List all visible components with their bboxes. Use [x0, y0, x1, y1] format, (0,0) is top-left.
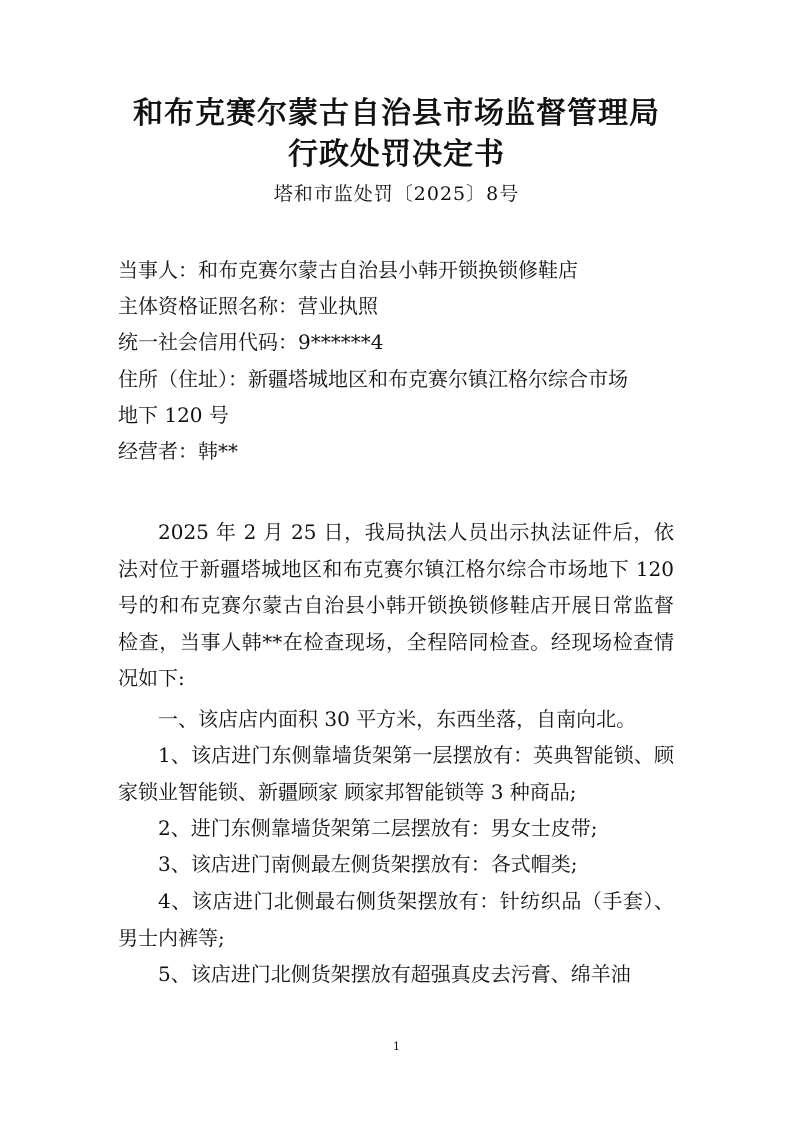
document-number: 塔和市监处罚〔2025〕8号	[273, 183, 520, 205]
party-credit-code: 统一社会信用代码：9******4	[118, 330, 384, 354]
party-license-type: 主体资格证照名称：营业执照	[118, 294, 378, 318]
inspection-item-5: 5、该店进门北侧货架摆放有超强真皮去污膏、绵羊油	[158, 962, 631, 986]
party-name: 当事人：和布克赛尔蒙古自治县小韩开锁换锁修鞋店	[118, 258, 578, 282]
inspection-item-2: 2、进门东侧靠墙货架第二层摆放有：男女士皮带;	[158, 816, 598, 840]
party-address-line2: 地下 120 号	[118, 403, 229, 427]
document-title-line1: 和布克赛尔蒙古自治县市场监督管理局	[133, 96, 660, 131]
document-title-line2: 行政处罚决定书	[288, 137, 505, 172]
party-address-line1: 住所（住址）：新疆塔城地区和布克赛尔镇江格尔综合市场	[118, 367, 628, 391]
party-operator: 经营者：韩**	[118, 439, 238, 463]
inspection-item-1: 1、该店进门东侧靠墙货架第一层摆放有：英典智能锁、顾家锁业智能锁、新疆顾家 顾家邦智能锁等 3 种商品;	[118, 743, 674, 804]
page-number: 1	[393, 1040, 400, 1053]
inspection-intro-paragraph: 2025 年 2 月 25 日，我局执法人员出示执法证件后，依法对位于新疆塔城地区和布克赛尔镇江格尔综合市场地下 120 号的和布克赛尔蒙古自治县小韩开锁换锁修鞋店开展日常监督检查，当事人韩**在检查现场，全程陪同检查。经现场检查情况如下:	[118, 520, 674, 690]
inspection-item-main: 一、该店店内面积 30 平方米，东西坐落，自南向北。	[158, 707, 637, 731]
inspection-item-3: 3、该店进门南侧最左侧货架摆放有：各式帽类;	[158, 852, 578, 876]
inspection-item-4: 4、该店进门北侧最右侧货架摆放有：针纺织品（手套）、男士内裤等;	[118, 889, 674, 950]
